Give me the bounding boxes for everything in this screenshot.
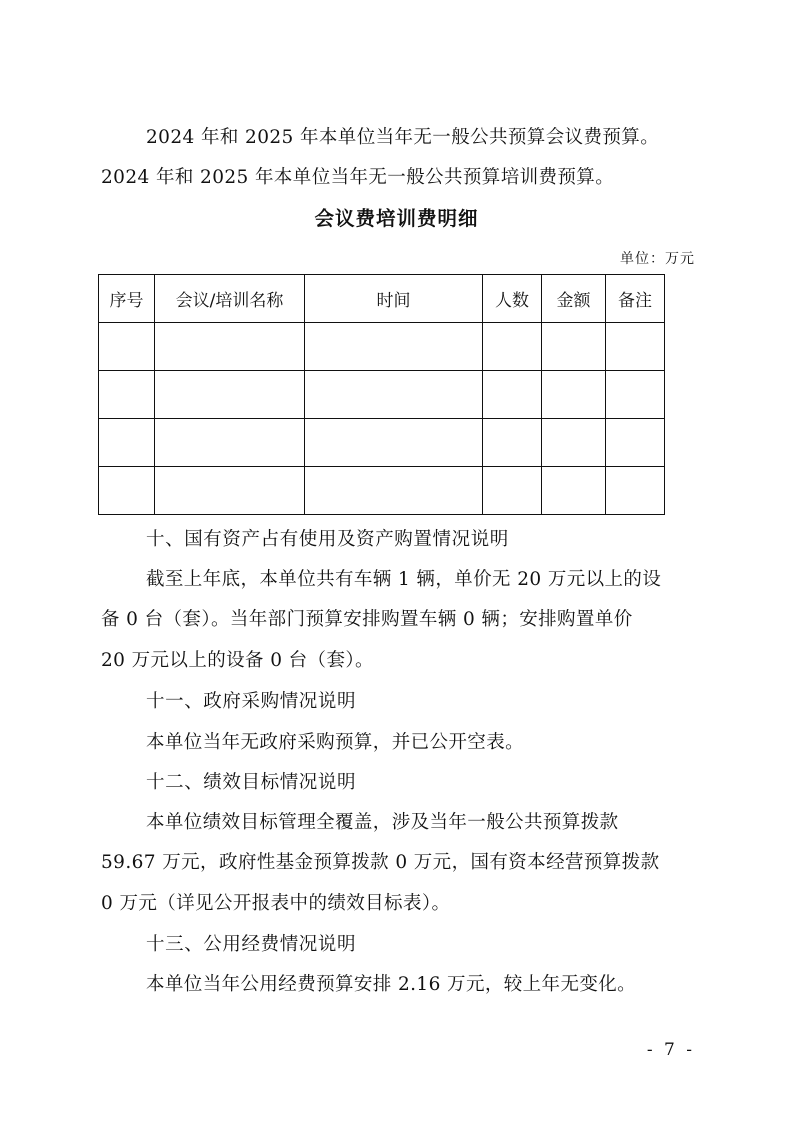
header-amount: 金额 xyxy=(542,275,606,323)
table-cell xyxy=(155,323,305,371)
table-unit-label: 单位：万元 xyxy=(620,251,695,267)
section-11-line-1: 本单位当年无政府采购预算，并已公开空表。 xyxy=(146,732,525,753)
table-row xyxy=(99,467,665,515)
table-cell xyxy=(606,467,665,515)
table-cell xyxy=(542,467,606,515)
table-cell xyxy=(483,467,542,515)
page-number: - 7 - xyxy=(646,1040,695,1060)
header-index: 序号 xyxy=(99,275,155,323)
table-cell xyxy=(99,467,155,515)
table-cell xyxy=(606,371,665,419)
table-row xyxy=(99,419,665,467)
table-cell xyxy=(542,371,606,419)
table-cell xyxy=(305,467,483,515)
table-cell xyxy=(155,467,305,515)
table-cell xyxy=(305,323,483,371)
section-13-line-1: 本单位当年公用经费预算安排 2.16 万元，较上年无变化。 xyxy=(146,974,637,995)
header-remark: 备注 xyxy=(606,275,665,323)
section-11-heading: 十一、政府采购情况说明 xyxy=(146,691,357,712)
table-row xyxy=(99,323,665,371)
table-title: 会议费培训费明细 xyxy=(314,207,479,230)
table-cell xyxy=(99,323,155,371)
table-cell xyxy=(305,371,483,419)
table-cell xyxy=(483,323,542,371)
table-cell xyxy=(99,419,155,467)
paragraph-meeting-budget: 2024 年和 2025 年本单位当年无一般公共预算会议费预算。 xyxy=(146,127,660,148)
table-cell xyxy=(542,323,606,371)
table-header-row xyxy=(99,275,665,323)
section-12-line-2: 59.67 万元，政府性基金预算拨款 0 万元，国有资本经营预算拨款 xyxy=(101,852,660,873)
section-12-heading: 十二、绩效目标情况说明 xyxy=(146,772,357,793)
section-13-heading: 十三、公用经费情况说明 xyxy=(146,934,357,955)
meeting-training-table xyxy=(98,274,665,515)
table-cell xyxy=(305,419,483,467)
table-cell xyxy=(155,371,305,419)
section-10-line-3: 20 万元以上的设备 0 台（套）。 xyxy=(101,650,374,671)
table-cell xyxy=(483,419,542,467)
section-10-line-2: 备 0 台（套）。当年部门预算安排购置车辆 0 辆；安排购置单价 xyxy=(101,609,633,630)
section-10-line-1: 截至上年底，本单位共有车辆 1 辆，单价无 20 万元以上的设 xyxy=(146,569,662,590)
table-row xyxy=(99,371,665,419)
section-12-line-1: 本单位绩效目标管理全覆盖，涉及当年一般公共预算拨款 xyxy=(146,812,619,833)
table-cell xyxy=(99,371,155,419)
table-cell xyxy=(606,419,665,467)
paragraph-training-budget: 2024 年和 2025 年本单位当年无一般公共预算培训费预算。 xyxy=(101,167,615,188)
table-cell xyxy=(606,323,665,371)
header-people: 人数 xyxy=(483,275,542,323)
table-cell xyxy=(483,371,542,419)
header-time: 时间 xyxy=(305,275,483,323)
section-12-line-3: 0 万元（详见公开报表中的绩效目标表）。 xyxy=(101,893,451,914)
section-10-heading: 十、国有资产占有使用及资产购置情况说明 xyxy=(146,529,509,550)
header-name: 会议/培训名称 xyxy=(155,275,305,323)
table-cell xyxy=(542,419,606,467)
table-cell xyxy=(155,419,305,467)
